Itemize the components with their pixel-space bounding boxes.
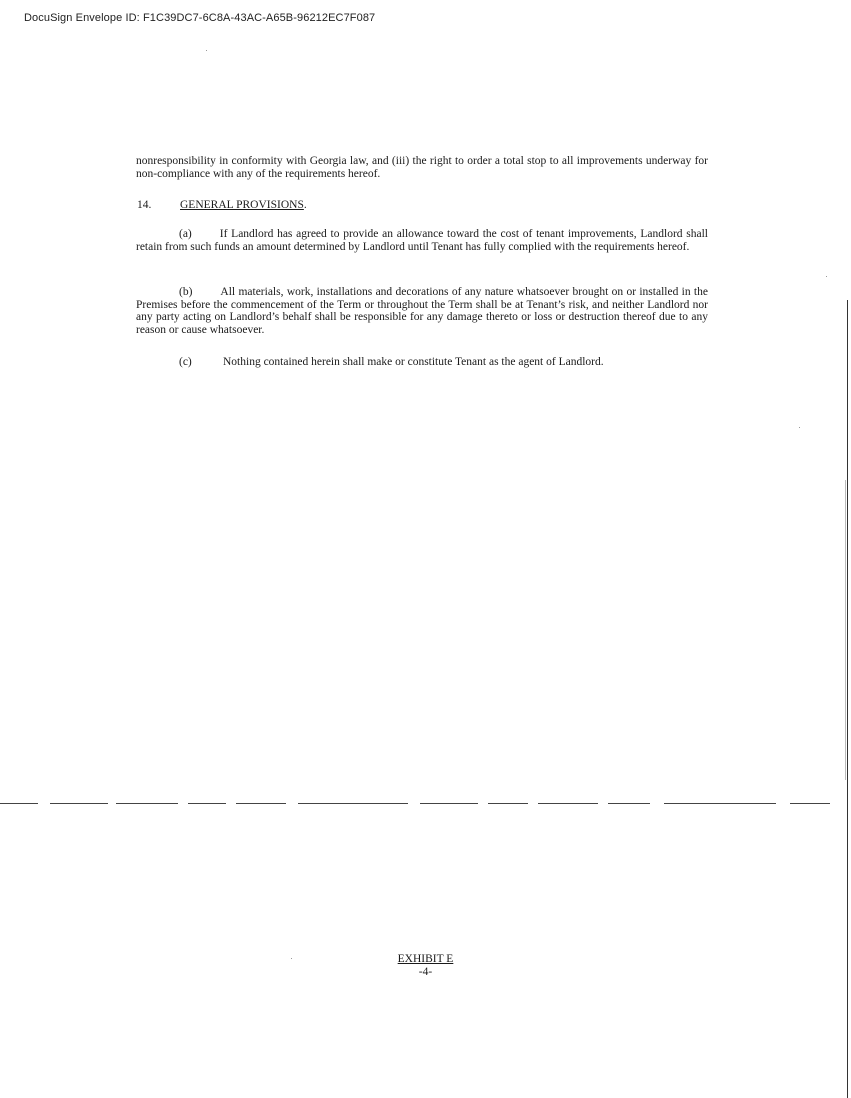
paragraph-a (136, 228, 708, 253)
section-title-suffix: . (303, 199, 307, 211)
paragraph-b (136, 286, 708, 336)
envelope-id: DocuSign Envelope ID: F1C39DC7-6C8A-43AC-A65B-96212EC7F087 (24, 12, 376, 24)
scan-speck (206, 50, 207, 51)
section-heading (137, 199, 307, 211)
exhibit-label (0, 953, 851, 965)
scan-edge-line (847, 300, 848, 1098)
paragraph-c-text: Nothing contained herein shall make or constitute Tenant as the agent of Landlord. (223, 356, 604, 368)
page-number: -4- (418, 966, 433, 978)
scan-speck (291, 958, 292, 959)
paragraph-a-text: If Landlord has agreed to provide an allowance toward the cost of tenant improvements, Landlord shall retain from such funds an amount determined by Landlord until Tenant has fully complied with the requirements hereof. (136, 228, 708, 253)
intro-paragraph: nonresponsibility in conformity with Georgia law, and (iii) the right to order a total stop to all improvements underway for non-compliance with any of the requirements hereof. (136, 155, 708, 180)
scan-dashed-line (0, 803, 851, 805)
paragraph-b-label: (b) (179, 286, 193, 298)
section-title: GENERAL PROVISIONS (180, 199, 304, 211)
paragraph-a-label: (a) (179, 228, 192, 240)
scan-speck (799, 427, 800, 428)
exhibit-title: EXHIBIT E (397, 953, 454, 965)
scan-edge-line-faint (845, 480, 846, 780)
paragraph-c (179, 356, 604, 368)
paragraph-b-text: All materials, work, installations and decorations of any nature whatsoever brought on or installed in the Premises before the commencement of the Term or throughout the Term shall be at Tenant’s risk, and neither Landlord nor any party acting on Landlord’s behalf shall be responsible for any damage thereto or loss or destruction thereof due to any reason or cause whatsoever. (136, 286, 708, 336)
scan-speck (826, 276, 827, 277)
section-number: 14. (137, 199, 152, 211)
paragraph-c-label: (c) (179, 356, 192, 368)
